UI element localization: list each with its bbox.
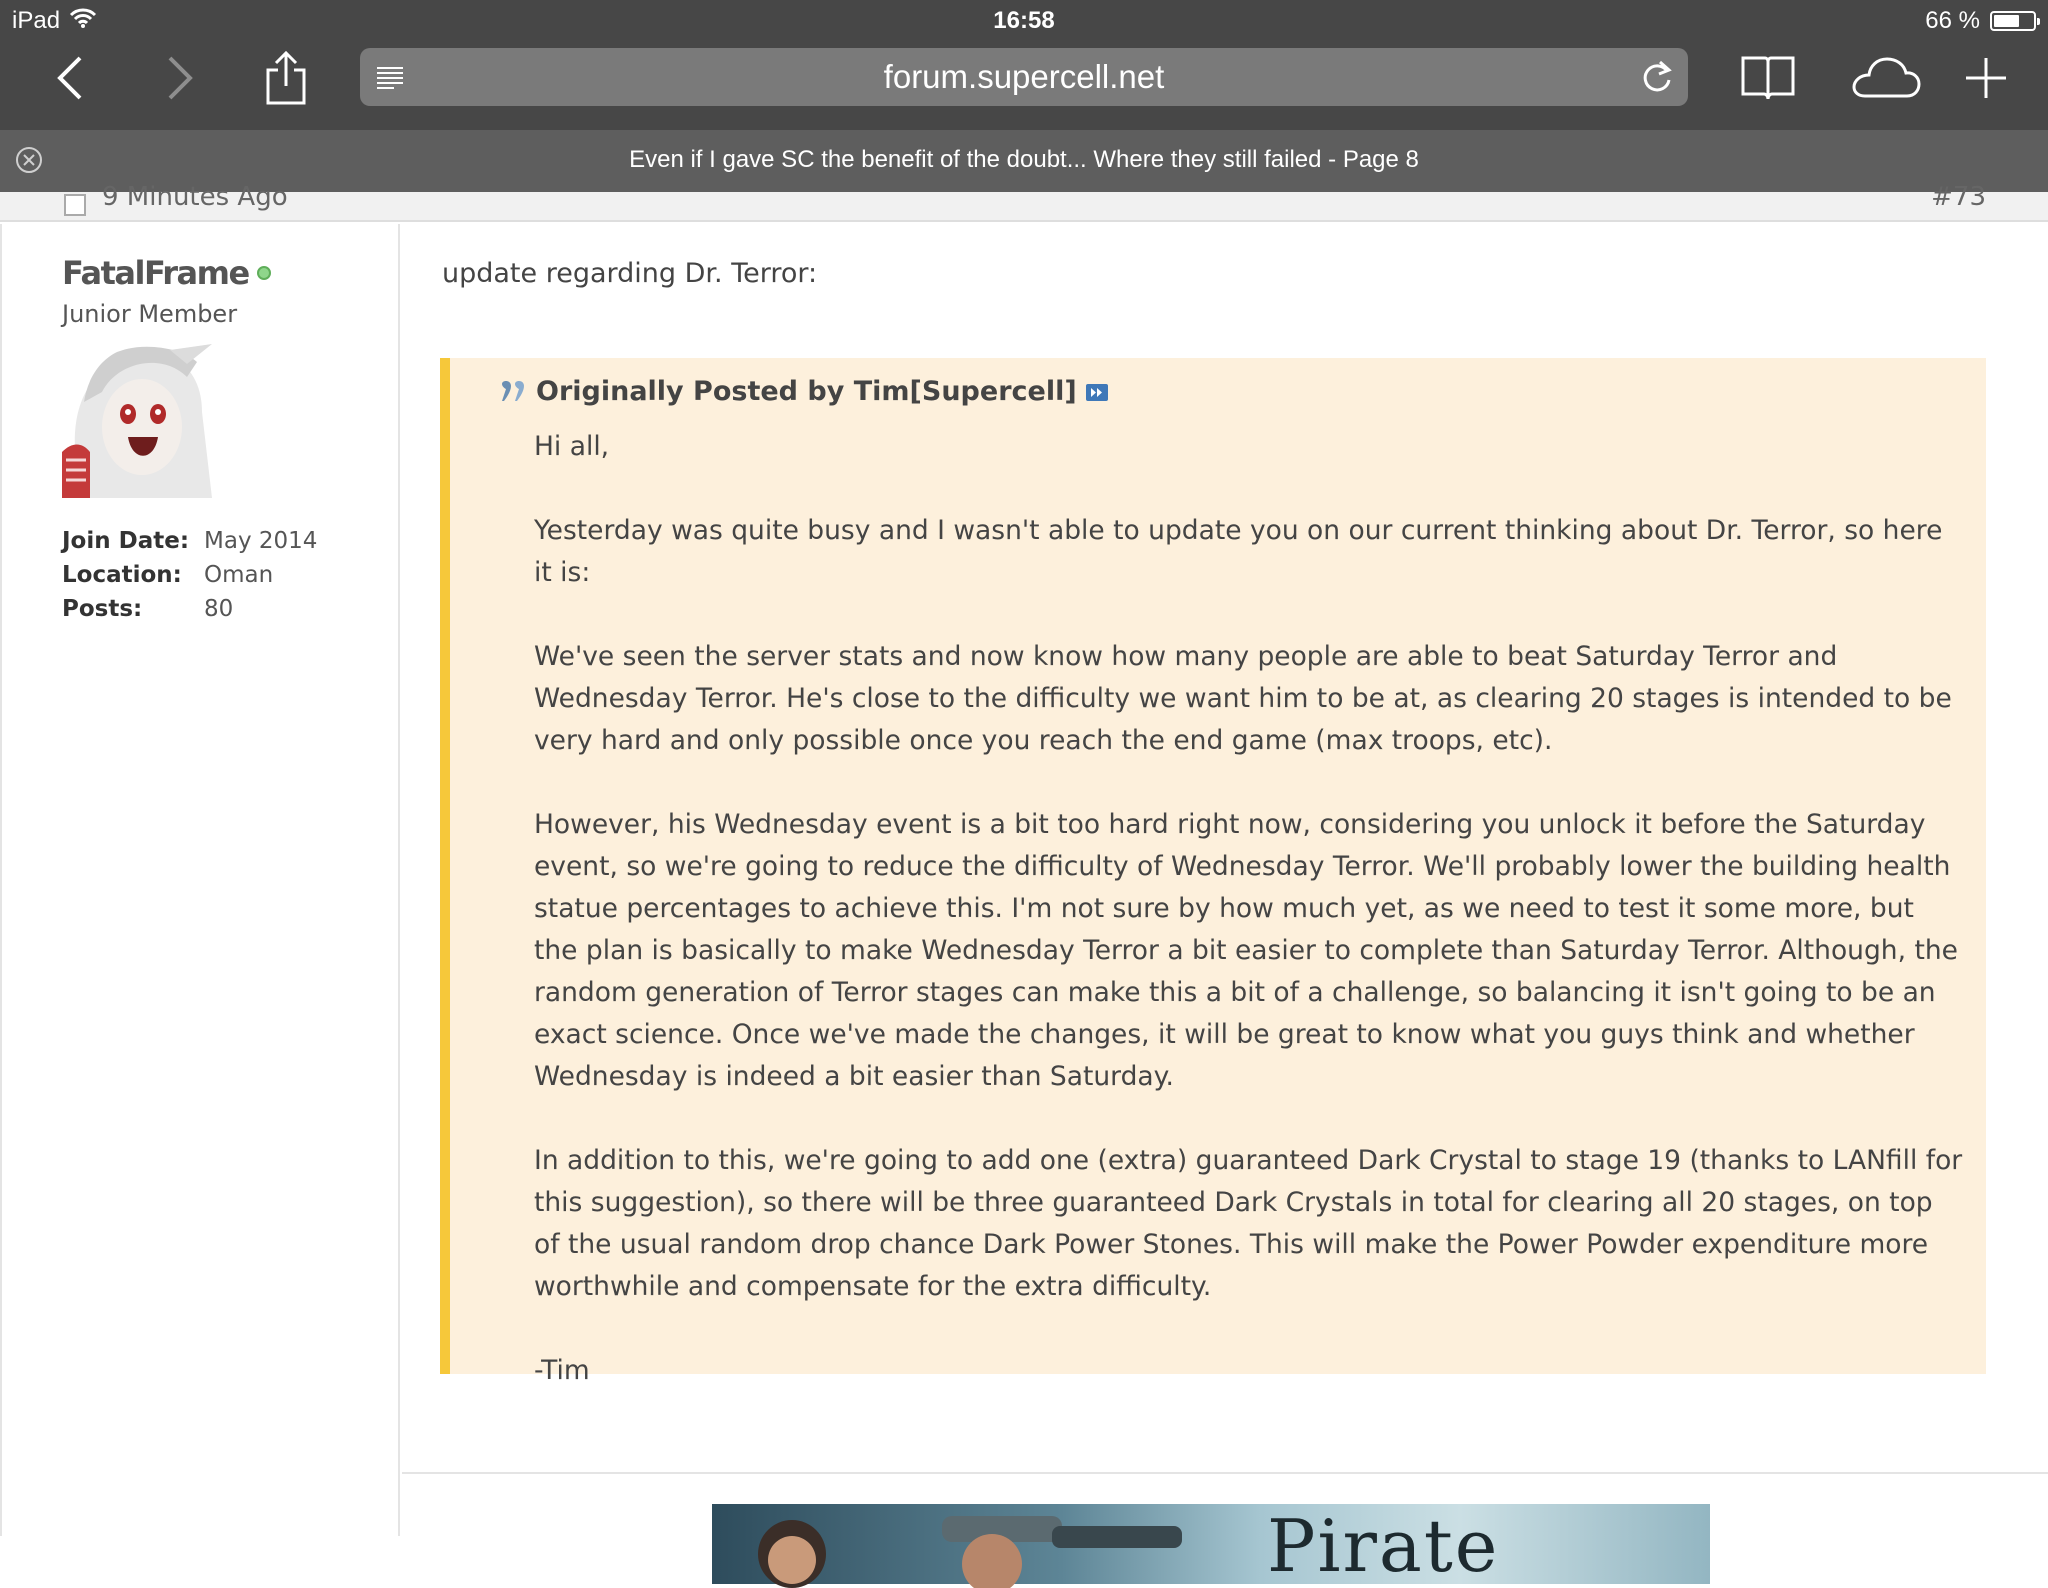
bookmarks-icon: [1740, 54, 1796, 102]
signature-divider: [402, 1472, 2048, 1474]
user-info-panel: [0, 224, 400, 1536]
post-intro-text: update regarding Dr. Terror:: [442, 258, 818, 289]
post-number-link[interactable]: #73: [1931, 182, 1986, 212]
username-row: [62, 254, 271, 292]
post-select-checkbox[interactable]: [64, 194, 86, 216]
tab-bar[interactable]: [0, 130, 2048, 192]
status-right: [1925, 7, 2036, 35]
battery-icon: [1990, 11, 2036, 31]
new-tab-button[interactable]: [1954, 46, 2018, 110]
quote-block: [440, 358, 1986, 1386]
info-label: Location:: [62, 562, 182, 588]
share-button[interactable]: [254, 46, 318, 110]
location-row: [62, 558, 317, 592]
signature-banner: [712, 1504, 1710, 1588]
quote-paragraph: We've seen the server stats and now know how many people are able to beat Saturday Terror and Wednesday Terror. He's close to the difficulty we want him to be at, as clearing 20 stages is intended to be very hard and only possible once you reach the end game (max troops, etc).: [534, 641, 1952, 756]
battery-level: [1994, 15, 2019, 27]
post-content: [402, 224, 2048, 1588]
new-tab-icon: [1964, 56, 2008, 100]
quote-header: [500, 376, 1109, 407]
back-icon: [55, 55, 85, 101]
tab-title: Even if I gave SC the benefit of the doubt... Where they still failed - Page 8: [629, 146, 1419, 173]
status-bar: [0, 0, 2048, 42]
quote-signoff: -Tim: [534, 1355, 590, 1386]
forward-button[interactable]: [148, 46, 212, 110]
post-date: 9 Minutes Ago: [102, 182, 288, 212]
address-bar[interactable]: [360, 48, 1688, 106]
quote-paragraph: In addition to this, we're going to add one (extra) guaranteed Dark Crystal to stage 19 (thanks to LANfill for this suggestion), so there will be three guaranteed Dark Crystals in total for clearing all 20 stages, on top of the usual random drop chance Dark Power Stones. This will make the Power Powder expenditure more worthwhile and compensate for the extra difficulty.: [534, 1145, 1963, 1302]
share-icon: [264, 50, 308, 106]
info-label: Posts:: [62, 596, 143, 622]
online-status-icon: [257, 266, 271, 280]
user-details: [62, 524, 317, 626]
battery-percent: 66 %: [1925, 7, 1980, 34]
forward-icon: [165, 55, 195, 101]
quote-author: Originally Posted by Tim[Supercell]: [536, 376, 1077, 407]
quote-body: [534, 426, 1964, 1392]
device-name: iPad: [12, 7, 61, 34]
bookmarks-button[interactable]: [1736, 46, 1800, 110]
quote-paragraph: Hi all,: [534, 431, 610, 462]
browser-chrome: [0, 0, 2048, 192]
url-text: forum.supercell.net: [883, 58, 1165, 95]
icloud-tabs-button[interactable]: [1846, 46, 1926, 110]
user-title: Junior Member: [62, 300, 238, 328]
quote-paragraph: Yesterday was quite busy and I wasn't able to update you on our current thinking about Dr. Terror, so here it is:: [534, 515, 1943, 588]
status-time: 16:58: [993, 7, 1055, 34]
icloud-tabs-icon: [1851, 56, 1921, 100]
back-button[interactable]: [38, 46, 102, 110]
post-header: [0, 182, 2048, 222]
info-value: Oman: [204, 562, 274, 588]
quote-paragraph: However, his Wednesday event is a bit too hard right now, considering you unlock it before the Saturday event, so we're going to reduce the difficulty of Wednesday Terror. We'll probably lower the building health statue percentages to achieve this. I'm not sure by how much yet, as we need to test it some more, but the plan is basically to make Wednesday Terror a bit easier to complete than Saturday Terror. Although, the random generation of Terror stages can make this a bit of a challenge, so balancing it isn't going to be an exact science. Once we've made the changes, it will be great to know what you guys think and whether Wednesday is indeed a bit easier than Saturday.: [534, 809, 1958, 1092]
signature-banner-text: Pirate: [1267, 1504, 1500, 1588]
quote-icon: [500, 381, 528, 403]
username-link[interactable]: FatalFrame: [62, 254, 249, 292]
posts-row: [62, 592, 317, 626]
avatar[interactable]: [62, 342, 222, 498]
reload-icon[interactable]: [1640, 58, 1674, 98]
info-value: May 2014: [204, 528, 318, 554]
info-value: 80: [204, 596, 234, 622]
view-post-icon[interactable]: [1085, 381, 1109, 403]
info-label: Join Date:: [62, 528, 190, 554]
join-date-row: [62, 524, 317, 558]
forum-page: [0, 182, 2048, 1588]
